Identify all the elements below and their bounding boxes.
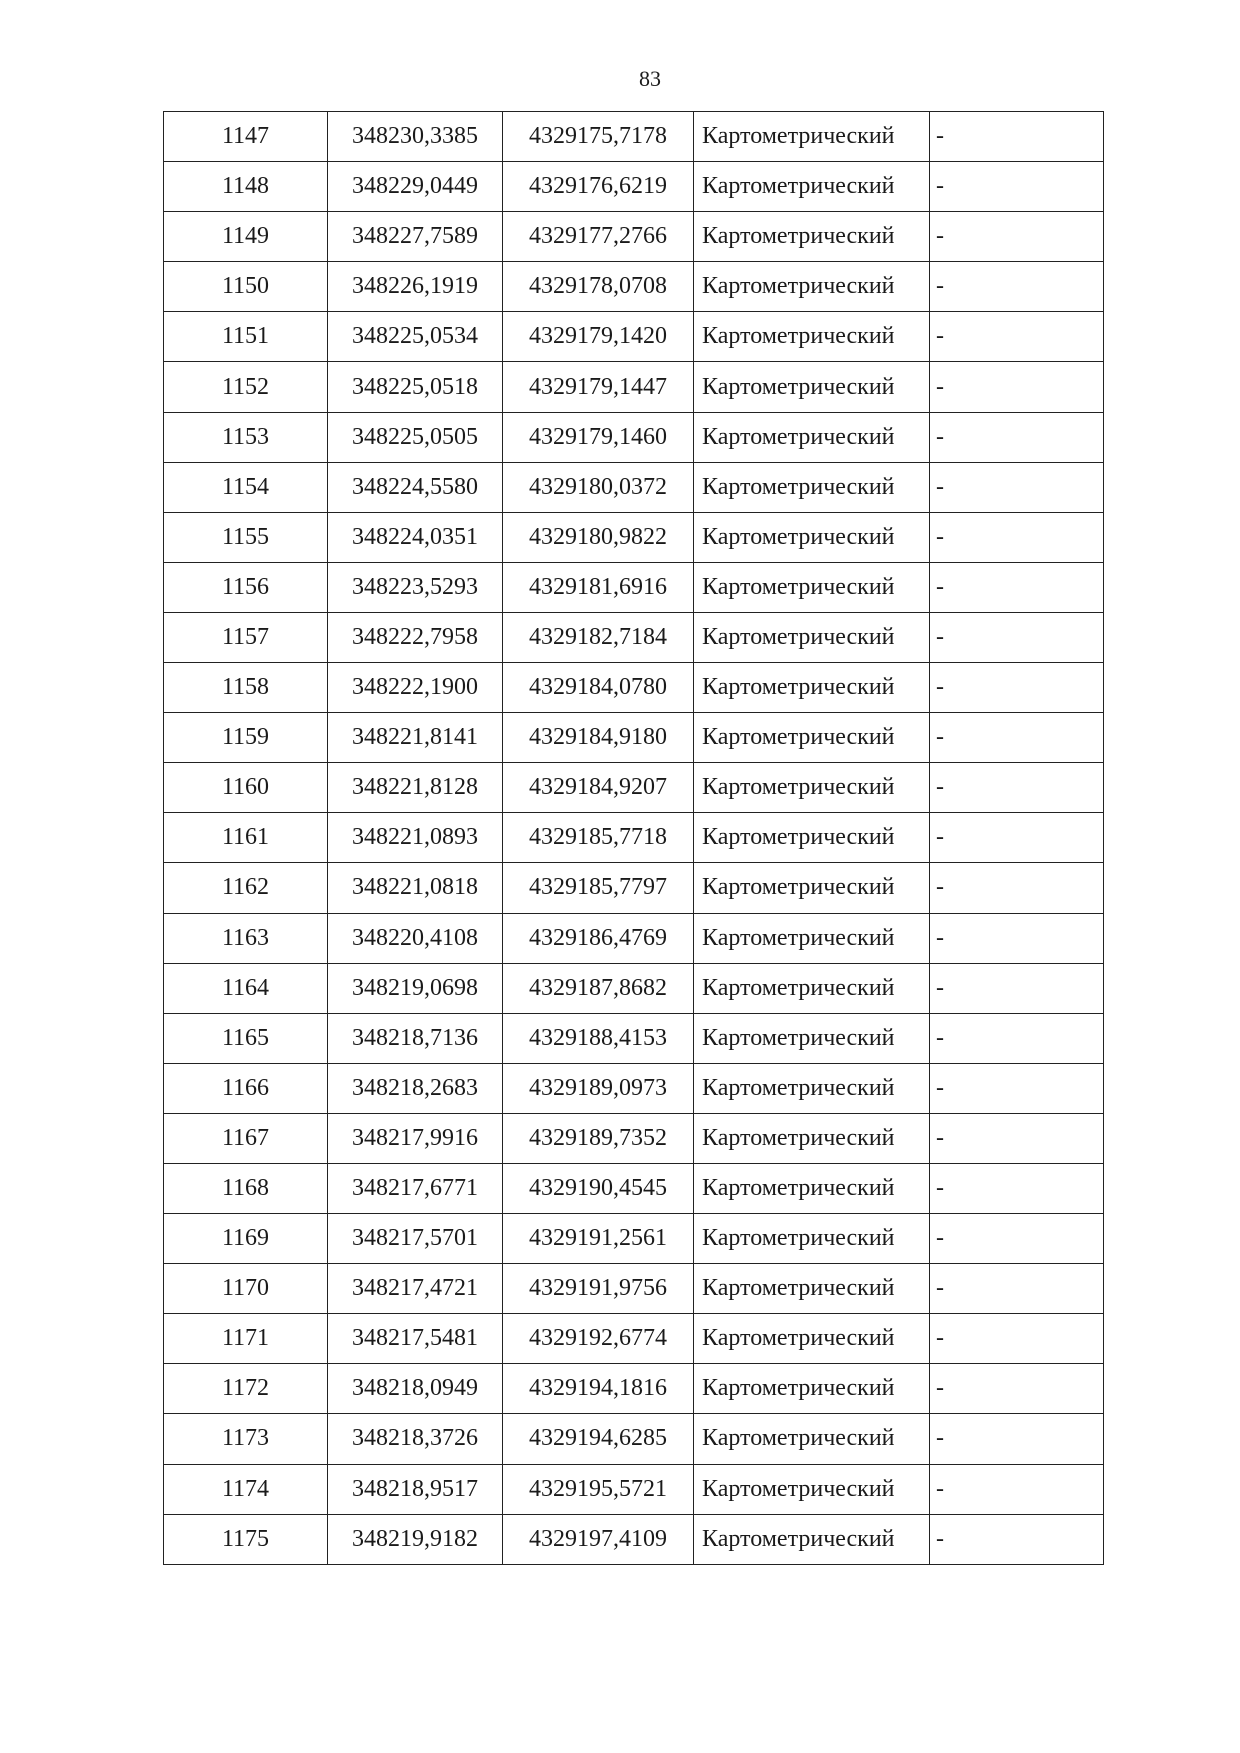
x-coordinate-cell: 348218,9517	[328, 1464, 503, 1514]
method-cell: Картометрический	[694, 1013, 930, 1063]
note-cell: -	[930, 1514, 1104, 1564]
method-cell: Картометрический	[694, 362, 930, 412]
table-row	[164, 612, 1104, 662]
method-cell: Картометрический	[694, 512, 930, 562]
point-number-cell: 1154	[164, 462, 328, 512]
point-number-cell: 1161	[164, 813, 328, 863]
note-cell: -	[930, 1464, 1104, 1514]
method-cell: Картометрический	[694, 562, 930, 612]
table-row	[164, 1514, 1104, 1564]
table-row	[164, 212, 1104, 262]
y-coordinate-cell: 4329195,5721	[503, 1464, 694, 1514]
table-row	[164, 312, 1104, 362]
y-coordinate-cell: 4329191,2561	[503, 1214, 694, 1264]
note-cell: -	[930, 1264, 1104, 1314]
method-cell: Картометрический	[694, 312, 930, 362]
method-cell: Картометрический	[694, 1364, 930, 1414]
method-cell: Картометрический	[694, 162, 930, 212]
x-coordinate-cell: 348223,5293	[328, 562, 503, 612]
y-coordinate-cell: 4329185,7797	[503, 863, 694, 913]
y-coordinate-cell: 4329179,1420	[503, 312, 694, 362]
table-row	[164, 562, 1104, 612]
table-row	[164, 913, 1104, 963]
y-coordinate-cell: 4329179,1460	[503, 412, 694, 462]
point-number-cell: 1163	[164, 913, 328, 963]
table-row	[164, 362, 1104, 412]
point-number-cell: 1152	[164, 362, 328, 412]
point-number-cell: 1171	[164, 1314, 328, 1364]
table-row	[164, 713, 1104, 763]
point-number-cell: 1166	[164, 1063, 328, 1113]
point-number-cell: 1170	[164, 1264, 328, 1314]
note-cell: -	[930, 162, 1104, 212]
x-coordinate-cell: 348218,2683	[328, 1063, 503, 1113]
table-row	[164, 462, 1104, 512]
note-cell: -	[930, 512, 1104, 562]
table-row	[164, 1264, 1104, 1314]
point-number-cell: 1150	[164, 262, 328, 312]
x-coordinate-cell: 348217,5481	[328, 1314, 503, 1364]
y-coordinate-cell: 4329179,1447	[503, 362, 694, 412]
x-coordinate-cell: 348229,0449	[328, 162, 503, 212]
method-cell: Картометрический	[694, 1314, 930, 1364]
method-cell: Картометрический	[694, 713, 930, 763]
x-coordinate-cell: 348227,7589	[328, 212, 503, 262]
note-cell: -	[930, 412, 1104, 462]
method-cell: Картометрический	[694, 1464, 930, 1514]
table-row	[164, 1464, 1104, 1514]
x-coordinate-cell: 348230,3385	[328, 112, 503, 162]
point-number-cell: 1156	[164, 562, 328, 612]
method-cell: Картометрический	[694, 963, 930, 1013]
method-cell: Картометрический	[694, 1264, 930, 1314]
method-cell: Картометрический	[694, 863, 930, 913]
x-coordinate-cell: 348226,1919	[328, 262, 503, 312]
note-cell: -	[930, 212, 1104, 262]
note-cell: -	[930, 963, 1104, 1013]
table-row	[164, 1063, 1104, 1113]
table-row	[164, 112, 1104, 162]
note-cell: -	[930, 663, 1104, 713]
table-row	[164, 1414, 1104, 1464]
page-number: 83	[639, 66, 661, 91]
x-coordinate-cell: 348217,4721	[328, 1264, 503, 1314]
y-coordinate-cell: 4329184,9180	[503, 713, 694, 763]
y-coordinate-cell: 4329176,6219	[503, 162, 694, 212]
table-row	[164, 1314, 1104, 1364]
method-cell: Картометрический	[694, 262, 930, 312]
table-row	[164, 663, 1104, 713]
x-coordinate-cell: 348221,0893	[328, 813, 503, 863]
point-number-cell: 1164	[164, 963, 328, 1013]
note-cell: -	[930, 1214, 1104, 1264]
x-coordinate-cell: 348221,8141	[328, 713, 503, 763]
point-number-cell: 1158	[164, 663, 328, 713]
method-cell: Картометрический	[694, 913, 930, 963]
table-row	[164, 1214, 1104, 1264]
coordinates-table	[163, 111, 1104, 1565]
y-coordinate-cell: 4329178,0708	[503, 262, 694, 312]
method-cell: Картометрический	[694, 663, 930, 713]
note-cell: -	[930, 1063, 1104, 1113]
note-cell: -	[930, 612, 1104, 662]
y-coordinate-cell: 4329186,4769	[503, 913, 694, 963]
x-coordinate-cell: 348218,3726	[328, 1414, 503, 1464]
x-coordinate-cell: 348221,0818	[328, 863, 503, 913]
y-coordinate-cell: 4329188,4153	[503, 1013, 694, 1063]
point-number-cell: 1148	[164, 162, 328, 212]
point-number-cell: 1168	[164, 1163, 328, 1213]
note-cell: -	[930, 763, 1104, 813]
y-coordinate-cell: 4329189,0973	[503, 1063, 694, 1113]
x-coordinate-cell: 348222,1900	[328, 663, 503, 713]
x-coordinate-cell: 348222,7958	[328, 612, 503, 662]
point-number-cell: 1157	[164, 612, 328, 662]
note-cell: -	[930, 1314, 1104, 1364]
coordinates-table-body	[164, 112, 1104, 1565]
point-number-cell: 1175	[164, 1514, 328, 1564]
x-coordinate-cell: 348219,9182	[328, 1514, 503, 1564]
method-cell: Картометрический	[694, 612, 930, 662]
method-cell: Картометрический	[694, 1113, 930, 1163]
point-number-cell: 1153	[164, 412, 328, 462]
method-cell: Картометрический	[694, 1214, 930, 1264]
note-cell: -	[930, 1113, 1104, 1163]
point-number-cell: 1160	[164, 763, 328, 813]
x-coordinate-cell: 348224,0351	[328, 512, 503, 562]
table-row	[164, 813, 1104, 863]
method-cell: Картометрический	[694, 212, 930, 262]
table-row	[164, 863, 1104, 913]
method-cell: Картометрический	[694, 462, 930, 512]
point-number-cell: 1159	[164, 713, 328, 763]
note-cell: -	[930, 1414, 1104, 1464]
point-number-cell: 1162	[164, 863, 328, 913]
note-cell: -	[930, 262, 1104, 312]
table-row	[164, 963, 1104, 1013]
point-number-cell: 1165	[164, 1013, 328, 1063]
table-row	[164, 1013, 1104, 1063]
y-coordinate-cell: 4329182,7184	[503, 612, 694, 662]
table-row	[164, 262, 1104, 312]
note-cell: -	[930, 1163, 1104, 1213]
y-coordinate-cell: 4329194,1816	[503, 1364, 694, 1414]
table-row	[164, 162, 1104, 212]
x-coordinate-cell: 348225,0534	[328, 312, 503, 362]
y-coordinate-cell: 4329184,0780	[503, 663, 694, 713]
note-cell: -	[930, 863, 1104, 913]
point-number-cell: 1151	[164, 312, 328, 362]
point-number-cell: 1173	[164, 1414, 328, 1464]
table-row	[164, 1113, 1104, 1163]
y-coordinate-cell: 4329194,6285	[503, 1414, 694, 1464]
table-row	[164, 512, 1104, 562]
method-cell: Картометрический	[694, 412, 930, 462]
x-coordinate-cell: 348217,5701	[328, 1214, 503, 1264]
y-coordinate-cell: 4329192,6774	[503, 1314, 694, 1364]
note-cell: -	[930, 1013, 1104, 1063]
point-number-cell: 1172	[164, 1364, 328, 1414]
note-cell: -	[930, 813, 1104, 863]
method-cell: Картометрический	[694, 1163, 930, 1213]
y-coordinate-cell: 4329175,7178	[503, 112, 694, 162]
y-coordinate-cell: 4329180,0372	[503, 462, 694, 512]
note-cell: -	[930, 112, 1104, 162]
x-coordinate-cell: 348219,0698	[328, 963, 503, 1013]
method-cell: Картометрический	[694, 1414, 930, 1464]
method-cell: Картометрический	[694, 813, 930, 863]
point-number-cell: 1155	[164, 512, 328, 562]
y-coordinate-cell: 4329189,7352	[503, 1113, 694, 1163]
table-row	[164, 412, 1104, 462]
x-coordinate-cell: 348225,0518	[328, 362, 503, 412]
method-cell: Картометрический	[694, 763, 930, 813]
x-coordinate-cell: 348218,0949	[328, 1364, 503, 1414]
y-coordinate-cell: 4329191,9756	[503, 1264, 694, 1314]
table-row	[164, 763, 1104, 813]
note-cell: -	[930, 1364, 1104, 1414]
x-coordinate-cell: 348224,5580	[328, 462, 503, 512]
point-number-cell: 1174	[164, 1464, 328, 1514]
table-row	[164, 1163, 1104, 1213]
note-cell: -	[930, 913, 1104, 963]
point-number-cell: 1149	[164, 212, 328, 262]
x-coordinate-cell: 348218,7136	[328, 1013, 503, 1063]
note-cell: -	[930, 462, 1104, 512]
y-coordinate-cell: 4329177,2766	[503, 212, 694, 262]
table-row	[164, 1364, 1104, 1414]
x-coordinate-cell: 348225,0505	[328, 412, 503, 462]
point-number-cell: 1169	[164, 1214, 328, 1264]
y-coordinate-cell: 4329185,7718	[503, 813, 694, 863]
y-coordinate-cell: 4329184,9207	[503, 763, 694, 813]
method-cell: Картометрический	[694, 1514, 930, 1564]
y-coordinate-cell: 4329180,9822	[503, 512, 694, 562]
note-cell: -	[930, 312, 1104, 362]
x-coordinate-cell: 348220,4108	[328, 913, 503, 963]
x-coordinate-cell: 348217,6771	[328, 1163, 503, 1213]
y-coordinate-cell: 4329187,8682	[503, 963, 694, 1013]
y-coordinate-cell: 4329181,6916	[503, 562, 694, 612]
x-coordinate-cell: 348217,9916	[328, 1113, 503, 1163]
method-cell: Картометрический	[694, 1063, 930, 1113]
note-cell: -	[930, 562, 1104, 612]
method-cell: Картометрический	[694, 112, 930, 162]
point-number-cell: 1147	[164, 112, 328, 162]
note-cell: -	[930, 713, 1104, 763]
note-cell: -	[930, 362, 1104, 412]
y-coordinate-cell: 4329197,4109	[503, 1514, 694, 1564]
point-number-cell: 1167	[164, 1113, 328, 1163]
y-coordinate-cell: 4329190,4545	[503, 1163, 694, 1213]
x-coordinate-cell: 348221,8128	[328, 763, 503, 813]
